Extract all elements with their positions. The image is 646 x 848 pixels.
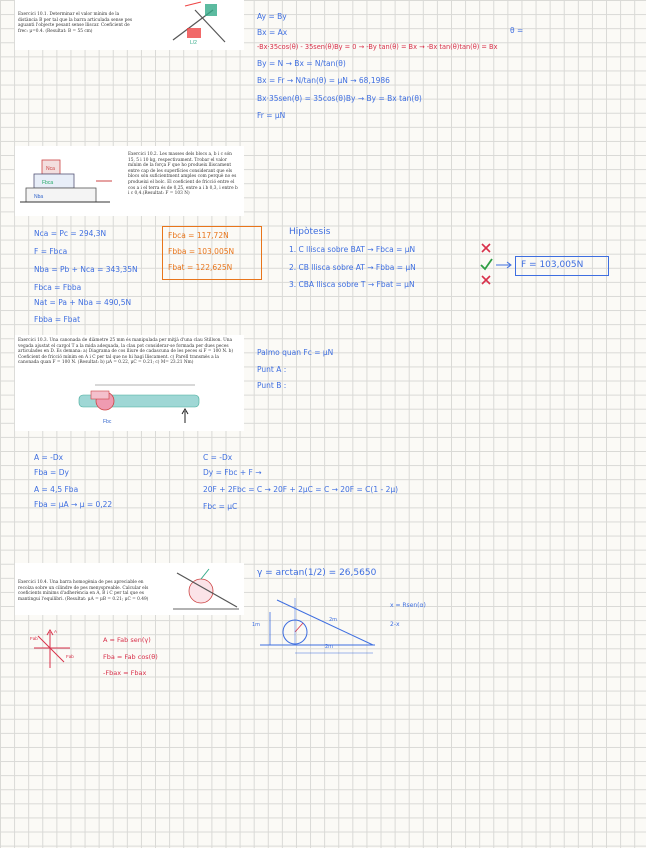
exercise-10-4-diagram bbox=[173, 565, 241, 613]
pipe-note-1: Palmo quan Fc = μN bbox=[257, 348, 334, 357]
eq-nca: Nca = Pc = 294,3N bbox=[34, 229, 107, 238]
free-body-diagram-10-4 bbox=[30, 624, 90, 674]
exercise-10-2-text: Exercici 10.2. Les masses dels blocs a, b i c són 15, 5 i 10 kg, respectivament. Trobar el valor mínim de la força F que ho produeix lliscament entre cap de les superfícies considerant que els blocs són suficientment amples com perquè no es produeixi el bolc. El coeficient de fricció entre el cos a i el terra és de 0,25, entre a i b 0,3, i entre b i c 0,4.(Resultat: F = 103 N) bbox=[128, 152, 238, 197]
x-rsen: x = Rsen(α) bbox=[390, 602, 426, 609]
eq-ay-by: Ay = By bbox=[257, 12, 287, 21]
eq-a-fba: A = 4,5 Fba bbox=[34, 485, 79, 494]
eq-bx-fr: Bx = Fr → N/tan(θ) = μN → 68,1986 bbox=[257, 76, 390, 85]
hypothesis-marks bbox=[460, 240, 520, 290]
hypothesis-3: 3. CBA llisca sobre T → Fbat = μN bbox=[289, 280, 415, 289]
exercise-10-1-text: Exercici 10.1. Determinar el valor mínim de la distància B per tal que la barra articulada sense pes aguanti l'objecte pesant sense lliscar. Coeficient de frec: μ=0.4. (Resultat: B = 55 cm) bbox=[18, 12, 133, 34]
cylinder-bar-sketch bbox=[255, 590, 390, 660]
exercise-10-3-card bbox=[15, 335, 244, 431]
eq-f-fbca: F = Fbca bbox=[34, 247, 68, 256]
svg-text:L/2: L/2 bbox=[190, 40, 197, 46]
eq-c-dx: C = -Dx bbox=[203, 453, 233, 462]
eq-bx-sen: Bx·35sen(θ) = 35cos(θ)By → By = Bx tan(θ) bbox=[257, 94, 422, 103]
svg-text:Fbc: Fbc bbox=[103, 419, 112, 425]
hypothesis-1: 1. C llisca sobre BAT → Fbca = μN bbox=[289, 245, 416, 254]
eq-moment: -Bx·35cos(θ) - 35sen(θ)By = 0 → -By tan(θ) = Bx → -Bx tan(θ)tan(θ) = Bx bbox=[257, 43, 498, 51]
exercise-10-3-diagram bbox=[65, 381, 225, 427]
exercise-10-1-card bbox=[15, 0, 244, 50]
eq-fba-cos: Fba = Fab cos(θ) bbox=[103, 653, 158, 661]
exercise-10-4-card bbox=[15, 563, 244, 615]
eq-a-fab: A = Fab sen(γ) bbox=[103, 636, 151, 644]
two-minus-x: 2-x bbox=[390, 621, 400, 628]
eq-dy: Dy = Fbc + F → bbox=[203, 468, 262, 477]
eq-a-dx: A = -Dx bbox=[34, 453, 64, 462]
eq-theta: θ = bbox=[510, 26, 524, 35]
eq-fbax: -Fbax = Fbax bbox=[103, 669, 147, 677]
eq-fba-dy: Fba = Dy bbox=[34, 468, 69, 477]
gamma-eq: γ = arctan(1/2) = 26,5650 bbox=[257, 568, 377, 578]
svg-text:Fab: Fab bbox=[66, 654, 74, 659]
final-answer: F = 103,005N bbox=[521, 260, 584, 270]
svg-text:Fab: Fab bbox=[30, 636, 38, 641]
eq-nba: Nba = Pb + Nca = 343,35N bbox=[34, 265, 138, 274]
exercise-10-2-card bbox=[15, 146, 244, 216]
eq-fbca-fbba: Fbca = Fbba bbox=[34, 283, 82, 292]
svg-text:Fbca: Fbca bbox=[42, 180, 54, 186]
result-fbba: Fbba = 103,005N bbox=[168, 247, 235, 256]
hypothesis-2: 2. CB llisca sobre AT → Fbba = μN bbox=[289, 263, 416, 272]
eq-nat: Nat = Pa + Nba = 490,5N bbox=[34, 298, 132, 307]
exercise-10-4-text: Exercici 10.4. Una barra homogènia de pes apreciable en recolza sobre un cilindre de pes menyspreable. Calcular els coeficients mínims d'adherència en A, B i C per tal que es mantingui l'equilibri. (Resultat: μA = μB = 0.21; μC = 0.49) bbox=[18, 580, 149, 602]
result-fbca: Fbca = 117,72N bbox=[168, 231, 229, 240]
pipe-note-2: Punt A : bbox=[257, 365, 287, 374]
eq-fbc: Fbc = μC bbox=[203, 502, 238, 511]
result-fbat: Fbat = 122,625N bbox=[168, 263, 233, 272]
eq-mu-a: Fba = μA → μ = 0,22 bbox=[34, 500, 113, 509]
eq-moment-c: 20F + 2Fbc = C → 20F + 2μC = C → 20F = C(1 - 2μ) bbox=[203, 485, 399, 494]
eq-by-n: By = N → Bx = N/tan(θ) bbox=[257, 59, 346, 68]
exercise-10-1-diagram bbox=[165, 0, 240, 48]
svg-text:Nba: Nba bbox=[34, 194, 44, 200]
label-2m-base: 2m bbox=[325, 644, 334, 650]
pipe-note-3: Punt B : bbox=[257, 381, 287, 390]
exercise-10-3-text: Exercici 10.3. Una canonada de diàmetre 25 mm és manipulada per mitjà d'una clau Stillson. Una vegada ajustat el cargol T a la mida adequada, la clau pot considerar-se formada per dues peces articulades en D. Es demana: a) Diagrama de cos lliure de cadascuna de les peces si F = 100 N. b) Coeficient de fricció mínim en A i C per tal que no hi hagi lliscament. c) Parell transmès a la canonada quan F = 100 N. (Resultat: b) μA = 0.22, μC = 0.21; c) M= 23.21 Nm) bbox=[18, 338, 234, 366]
label-2m-bar: 2m bbox=[329, 617, 338, 623]
exercise-10-2-diagram bbox=[20, 152, 115, 212]
svg-text:Nca: Nca bbox=[46, 166, 55, 172]
svg-text:A: A bbox=[54, 629, 58, 634]
eq-bx-ax: Bx = Ax bbox=[257, 28, 288, 37]
eq-fbba-fbat: Fbba = Fbat bbox=[34, 315, 81, 324]
label-1m: 1m bbox=[252, 622, 261, 628]
eq-fr: Fr = μN bbox=[257, 111, 286, 120]
hypothesis-title: Hipòtesis bbox=[289, 227, 331, 237]
